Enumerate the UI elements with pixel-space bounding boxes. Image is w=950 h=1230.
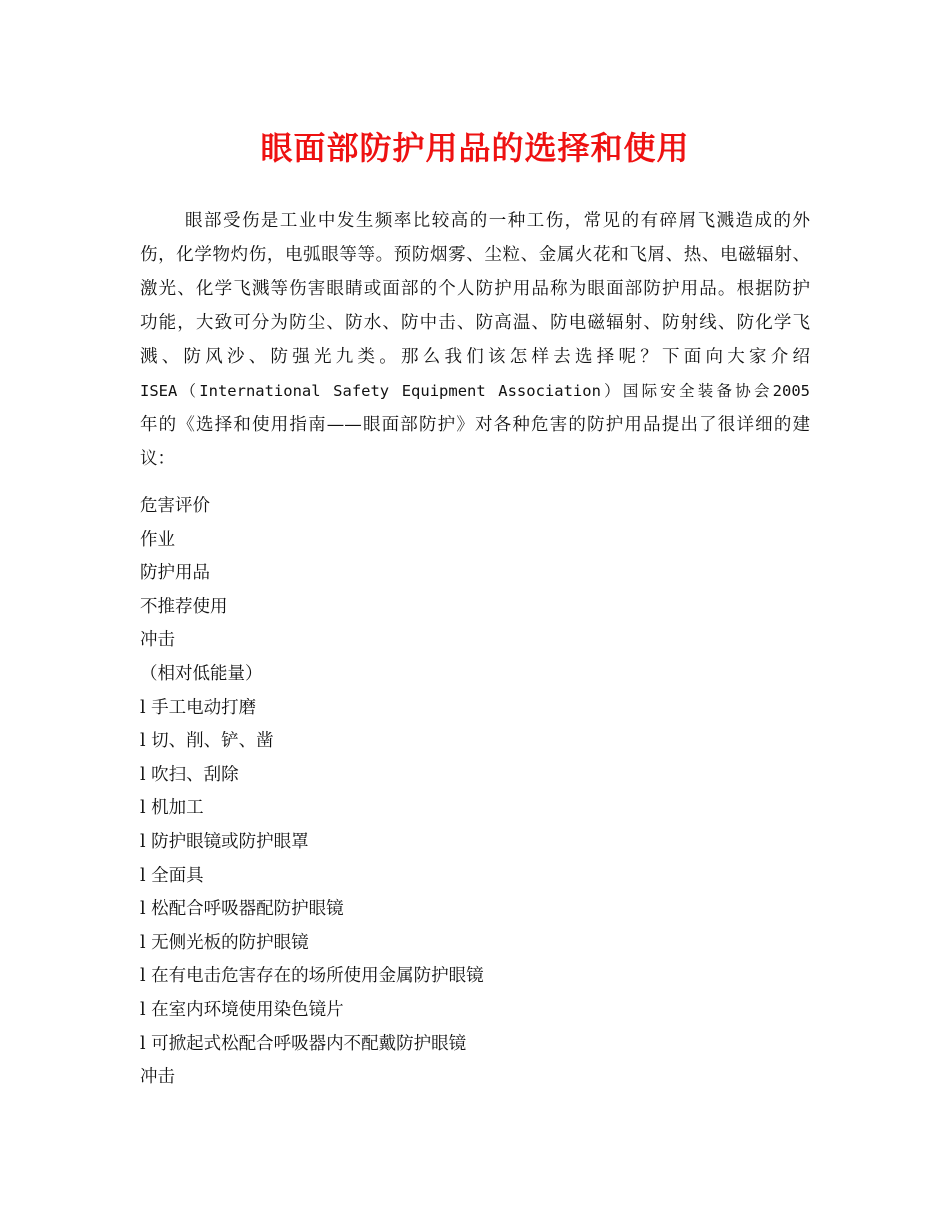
intro-line: 功能，大致可分为防尘、防水、防中击、防高温、防电磁辐射、防射线、防化学飞	[140, 313, 810, 333]
intro-line: 眼部受伤是工业中发生频率比较高的一种工伤，常见的有碎屑飞溅造成的外	[185, 211, 810, 231]
list-item: l 机加工	[140, 798, 204, 819]
intro-line: 溅、防风沙、防强光九类。那么我们该怎样去选择呢？下面向大家介绍	[140, 347, 810, 367]
document-title: 眼面部防护用品的选择和使用	[260, 129, 690, 167]
list-item: （相对低能量）	[140, 663, 263, 684]
list-item: l 松配合呼吸器配防护眼镜	[140, 899, 344, 920]
list-item: l 吹扫、刮除	[140, 764, 239, 785]
list-item: l 在有电击危害存在的场所使用金属防护眼镜	[140, 966, 484, 987]
intro-line: 激光、化学飞溅等伤害眼睛或面部的个人防护用品称为眼面部防护用品。根据防护	[140, 279, 810, 299]
list-item: 危害评价	[140, 496, 210, 516]
list-item: l 无侧光板的防护眼镜	[140, 932, 309, 953]
intro-paragraph	[140, 204, 810, 476]
list-item: 冲击	[140, 630, 175, 651]
intro-line: ISEA（International Safety Equipment Association）国际安全装备协会2005	[140, 382, 810, 400]
list-item: l 在室内环境使用染色镜片	[140, 999, 344, 1020]
list-item: 不推荐使用	[140, 596, 228, 617]
list-item: l 可掀起式松配合呼吸器内不配戴防护眼镜	[140, 1033, 467, 1054]
list-item: 防护用品	[140, 563, 210, 584]
hazard-list	[140, 490, 810, 1095]
intro-line: 年的《选择和使用指南——眼面部防护》对各种危害的防护用品提出了很详细的建	[140, 415, 810, 435]
list-item: l 切、削、铲、凿	[140, 731, 274, 752]
intro-line: 议：	[140, 449, 175, 469]
list-item: 作业	[140, 529, 175, 550]
list-item: l 防护眼镜或防护眼罩	[140, 831, 309, 852]
list-item: l 手工电动打磨	[140, 697, 257, 718]
intro-line: 伤，化学物灼伤，电弧眼等等。预防烟雾、尘粒、金属火花和飞屑、热、电磁辐射、	[140, 245, 810, 265]
list-item: 冲击	[140, 1067, 175, 1088]
list-item: l 全面具	[140, 865, 204, 886]
